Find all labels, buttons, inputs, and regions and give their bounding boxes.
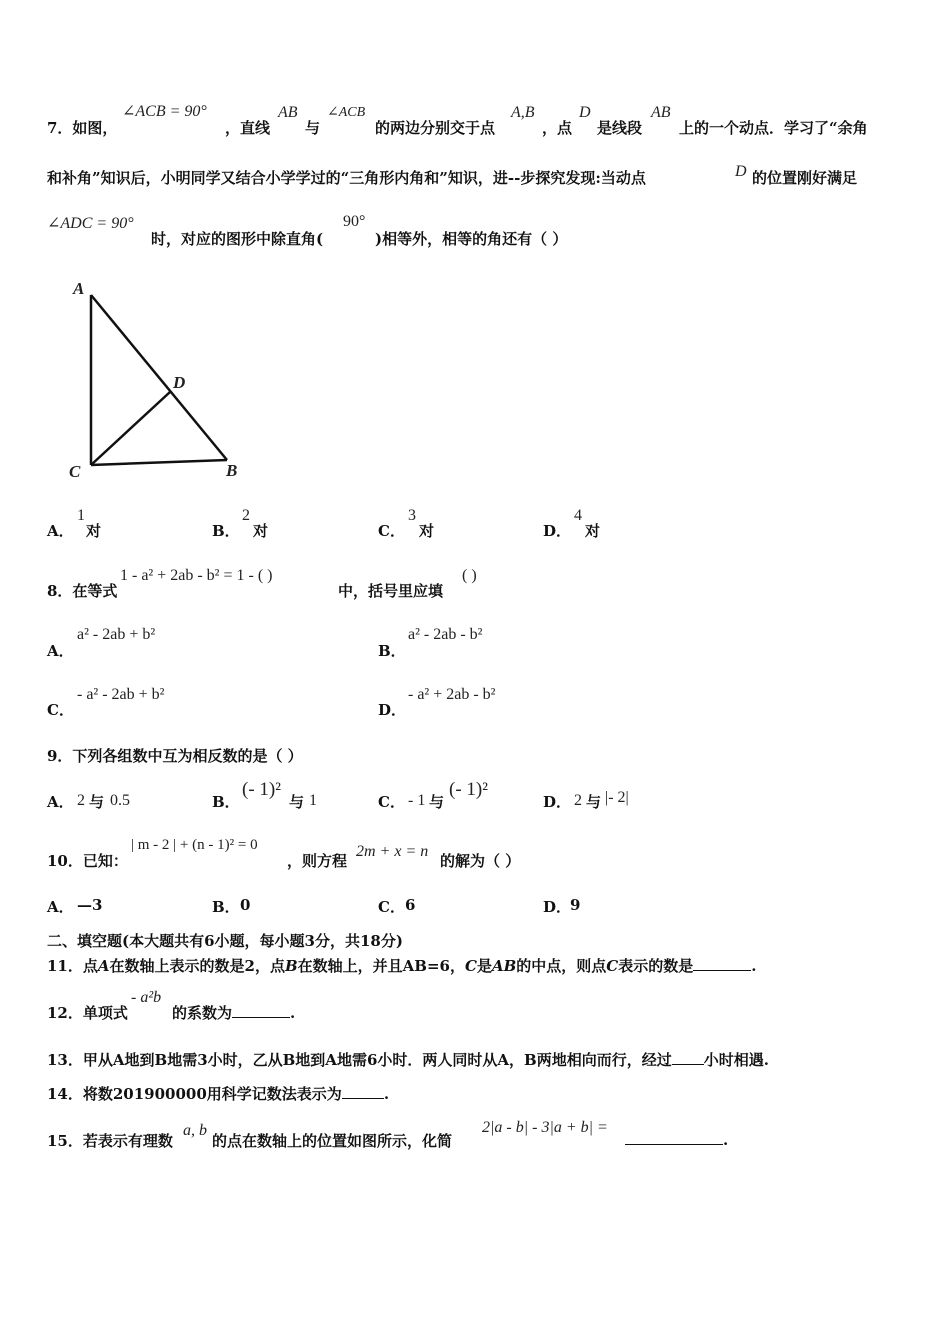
q7-text-3: 的两边分别交于点	[375, 119, 496, 137]
q7-option-d-math: 4	[574, 507, 582, 524]
q8-text: 中，括号里应填	[338, 582, 444, 600]
q7-line-3: 时，对应的图形中除直角(	[151, 230, 324, 248]
q8-number: 8．在等式	[47, 582, 118, 600]
segment-ab	[91, 295, 227, 460]
q9-option-c-sep: 与	[429, 793, 445, 811]
q11-text-4: 是	[476, 957, 492, 975]
q15-text-1: 15．若表示有理数	[47, 1132, 173, 1150]
q10-number: 10．已知：	[47, 852, 128, 870]
q12-answer-blank[interactable]	[232, 1003, 290, 1018]
q11-point-a: A	[97, 957, 110, 975]
q15-answer-blank[interactable]	[625, 1130, 723, 1145]
q9-text: 9．下列各组数中互为相反数的是（ ）	[47, 747, 303, 765]
q13-text-1: 13．甲从A地到B地需3小时，乙从B地到A地需6小时．两人同时从A，B两地相向而行，经过	[47, 1051, 672, 1069]
q8-option-c-math: - a² - 2ab + b²	[77, 686, 165, 703]
q7-line-2: 和补角”知识后，小明同学又结合小学学过的“三角形内角和”知识，进--步探究发现:当动点	[47, 169, 646, 187]
q11-segment-ab: AB	[491, 957, 517, 975]
q9-option-d-m2: |- 2|	[605, 789, 629, 806]
q15-answer-area	[625, 1130, 728, 1149]
q8-paren: ( )	[462, 567, 477, 584]
q7-number: 7．如图，	[47, 119, 118, 137]
q7-text-2: 与	[305, 119, 321, 137]
q9-option-d-label: D．	[543, 793, 572, 811]
q7-math-acb2: ∠ACB	[327, 105, 366, 120]
q9-option-b-label: B．	[212, 793, 240, 811]
q9-option-d-sep: 与	[586, 793, 602, 811]
section-2-heading: 二、填空题(本大题共有6小题，每小题3分，共18分)	[47, 932, 403, 950]
triangle-figure	[55, 270, 255, 490]
q7-option-b-math: 2	[242, 507, 250, 524]
q7-option-c-math: 3	[408, 507, 416, 524]
q7-math-90: 90°	[343, 213, 366, 230]
q9-option-a-m1: 2	[77, 792, 85, 809]
q11-answer-blank[interactable]	[693, 956, 751, 971]
label-b: B	[226, 461, 238, 480]
segment-cd	[91, 392, 170, 465]
q10-text-1: ，则方程	[287, 852, 348, 870]
q7-math-points: A,B	[511, 104, 535, 121]
q7-text-5: 是线段	[597, 119, 643, 137]
q7-option-a-text: 对	[86, 522, 102, 540]
q7-math-adc: ∠ADC = 90°	[47, 215, 134, 232]
q14-text-1: 14．将数201900000用科学记数法表示为	[47, 1085, 342, 1103]
q7-option-b-label: B．	[212, 522, 240, 540]
q8-option-b-math: a² - 2ab - b²	[408, 626, 483, 643]
q9-option-d-m1: 2	[574, 792, 582, 809]
q12-end: .	[290, 1004, 296, 1022]
q7-math-d2: D	[735, 163, 747, 180]
q11-text-6: 表示的数是	[618, 957, 694, 975]
q15-text-2: 的点在数轴上的位置如图所示，化简	[212, 1132, 453, 1150]
q9-option-b-m1: (- 1)²	[242, 779, 281, 800]
q12-text-1: 12．单项式	[47, 1004, 128, 1022]
q7-math-ab: AB	[278, 104, 298, 121]
q10-option-b-value: 0	[240, 896, 251, 914]
q14-answer-blank[interactable]	[342, 1084, 384, 1099]
q7-option-a-math: 1	[77, 507, 85, 524]
label-c: C	[69, 462, 81, 481]
q10-option-a-label: A．	[47, 898, 74, 916]
q15-expression: 2|a - b| - 3|a + b| =	[482, 1119, 608, 1136]
q10-option-c-value: 6	[405, 896, 416, 914]
q11-line	[47, 955, 757, 976]
q9-option-a-m2: 0.5	[110, 792, 130, 809]
q9-option-c-m1: - 1	[408, 792, 426, 809]
q10-option-c-label: C．	[378, 898, 405, 916]
q8-option-c-label: C．	[47, 701, 74, 719]
q7-text-4: ，点	[542, 119, 573, 137]
q9-option-c-label: C．	[378, 793, 405, 811]
q13-answer-blank[interactable]	[672, 1050, 704, 1065]
q11-point-c2: C	[606, 957, 619, 975]
q10-option-d-label: D．	[543, 898, 572, 916]
label-a: A	[73, 279, 85, 298]
q9-option-c-m2: (- 1)²	[449, 779, 488, 800]
q7-option-c-label: C．	[378, 522, 405, 540]
q7-line-2b: 的位置刚好满足	[752, 169, 858, 187]
q13-text-2: 小时相遇.	[703, 1051, 769, 1069]
q10-option-d-value: 9	[570, 896, 581, 914]
q7-math-angle-acb: ∠ACB = 90°	[122, 103, 207, 120]
q8-option-d-label: D．	[378, 701, 407, 719]
q8-equation: 1 - a² + 2ab - b² = 1 - ( )	[120, 567, 273, 584]
q7-line-3b: )相等外，相等的角还有（ ）	[375, 230, 568, 248]
q11-text-3: 在数轴上，并且AB=6，	[297, 957, 465, 975]
q14-line	[47, 1083, 389, 1104]
q12-line-rest	[172, 1002, 295, 1023]
q13-line	[47, 1049, 769, 1070]
q12-text-2: 的系数为	[172, 1004, 233, 1022]
q11-text-2: 在数轴上表示的数是2，点	[109, 957, 285, 975]
q14-end: .	[383, 1085, 390, 1103]
q7-text-6: 上的一个动点．学习了“余角	[679, 119, 868, 137]
q8-option-a-label: A．	[47, 642, 74, 660]
q8-option-b-label: B．	[378, 642, 406, 660]
q7-option-d-label: D．	[543, 522, 572, 540]
q10-equation: 2m + x = n	[356, 843, 429, 860]
q7-option-c-text: 对	[419, 522, 435, 540]
q7-option-b-text: 对	[253, 522, 269, 540]
q8-option-d-math: - a² + 2ab - b²	[408, 686, 496, 703]
q7-math-d: D	[579, 104, 591, 121]
q7-math-ab2: AB	[651, 104, 671, 121]
q12-monomial: - a²b	[131, 989, 162, 1006]
q10-text-2: 的解为（ ）	[440, 852, 521, 870]
q11-end: .	[751, 957, 757, 975]
q10-condition: | m - 2 | + (n - 1)² = 0	[131, 837, 258, 853]
q11-text-5: 的中点，则点	[516, 957, 607, 975]
q11-text-1: 11．点	[47, 957, 98, 975]
q8-option-a-math: a² - 2ab + b²	[77, 626, 156, 643]
label-d: D	[173, 373, 186, 392]
q10-option-b-label: B．	[212, 898, 240, 916]
q9-option-a-sep: 与	[89, 793, 105, 811]
segment-cb	[91, 460, 227, 465]
q9-option-a-label: A．	[47, 793, 74, 811]
q10-option-a-value: —3	[77, 896, 103, 914]
q15-end: .	[723, 1131, 729, 1149]
q9-option-b-m2: 1	[309, 792, 317, 809]
q15-vars: a, b	[183, 1122, 207, 1139]
q11-point-b: B	[284, 957, 298, 975]
q11-point-c: C	[464, 957, 477, 975]
q7-option-d-text: 对	[585, 522, 601, 540]
q7-option-a-label: A．	[47, 522, 74, 540]
q7-text-1: ，直线	[225, 119, 271, 137]
q9-option-b-sep: 与	[289, 793, 305, 811]
